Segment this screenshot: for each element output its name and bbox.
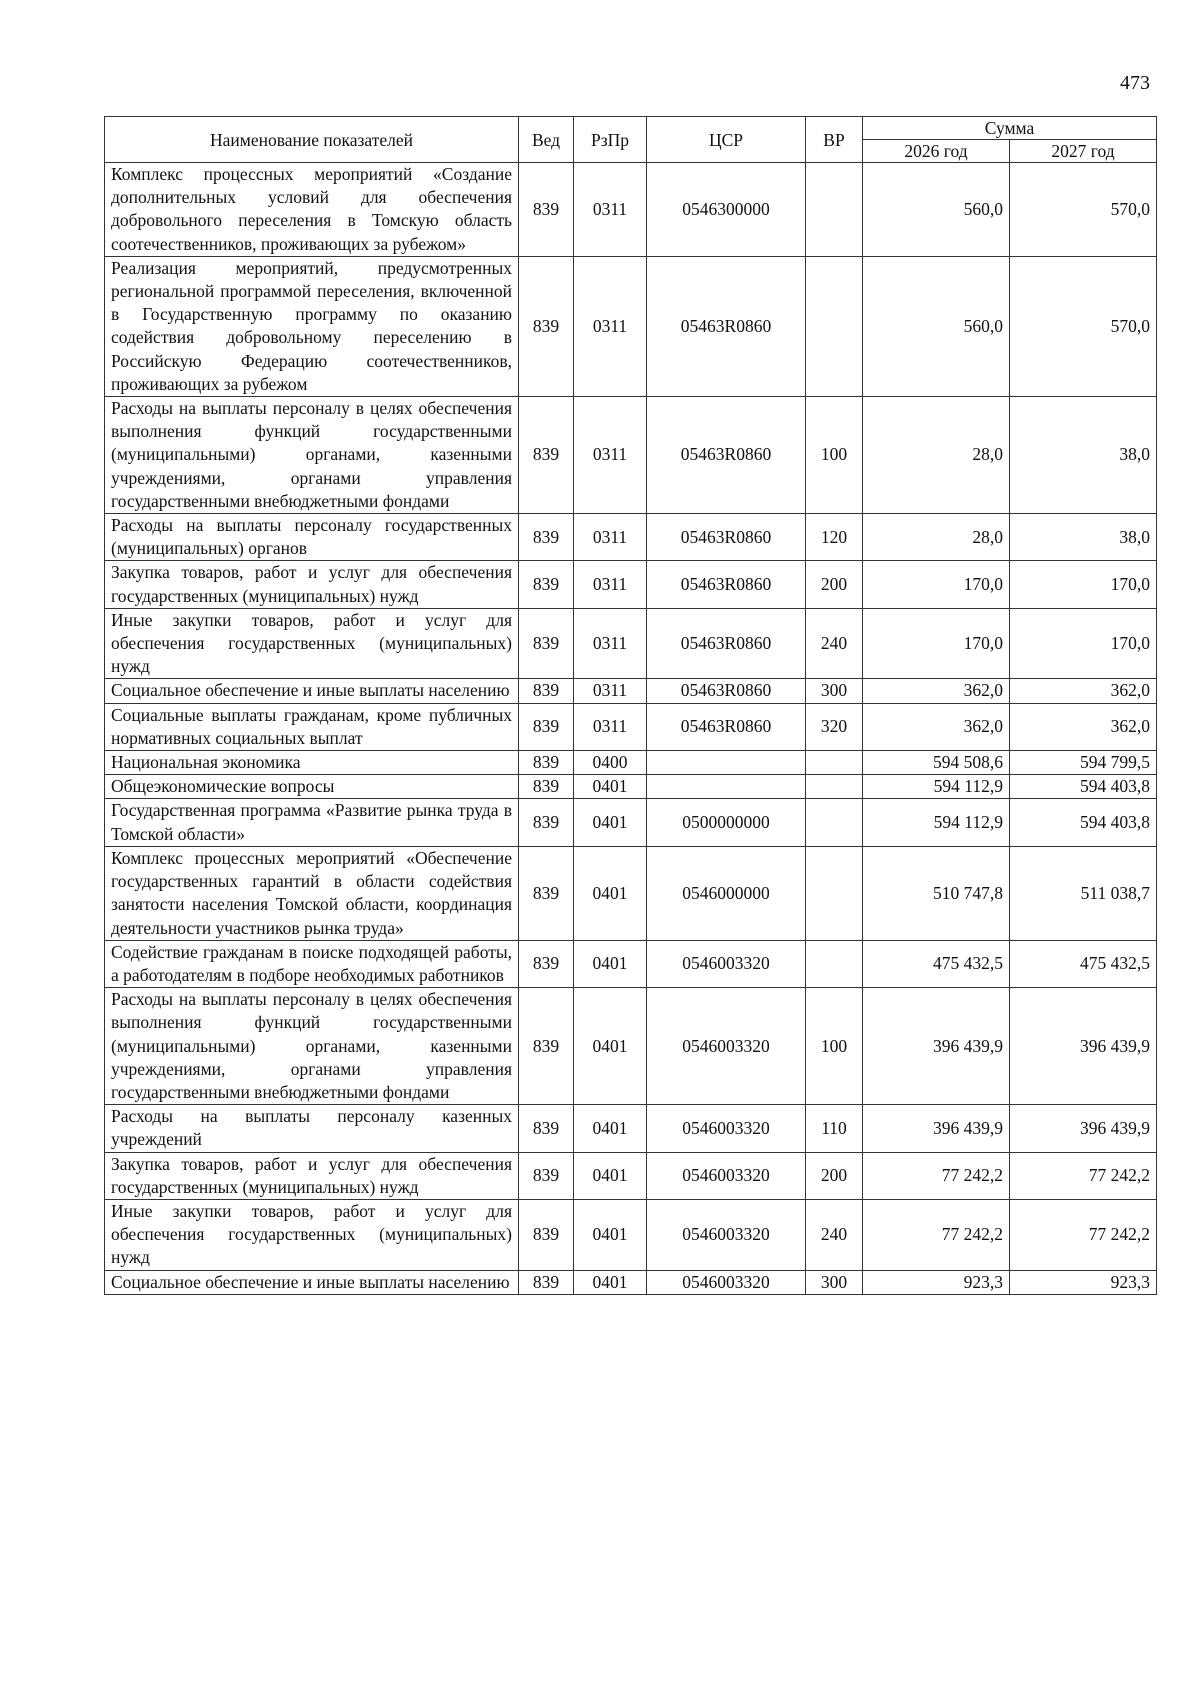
row-rzpr: 0311 (574, 679, 647, 703)
table-row (105, 561, 1157, 608)
row-amount-2026: 170,0 (863, 608, 1010, 679)
row-ved: 839 (519, 514, 574, 561)
table-row (105, 703, 1157, 750)
row-amount-2026: 362,0 (863, 679, 1010, 703)
row-vr (806, 775, 863, 799)
row-amount-2027: 511 038,7 (1010, 846, 1157, 940)
row-vr: 200 (806, 561, 863, 608)
row-ved: 839 (519, 561, 574, 608)
row-rzpr: 0401 (574, 799, 647, 846)
row-name: Общеэкономические вопросы (105, 775, 519, 799)
row-rzpr: 0311 (574, 608, 647, 679)
row-csr: 05463R0860 (647, 256, 806, 396)
row-ved: 839 (519, 1105, 574, 1152)
row-vr (806, 799, 863, 846)
table-row (105, 799, 1157, 846)
row-name: Социальные выплаты гражданам, кроме публичных нормативных социальных выплат (105, 703, 519, 750)
row-ved: 839 (519, 1270, 574, 1294)
row-amount-2027: 362,0 (1010, 703, 1157, 750)
row-name: Комплекс процессных мероприятий «Обеспечение государственных гарантий в области содействия занятости населения Томской области, координация деятельности участников рынка труда» (105, 846, 519, 940)
row-vr: 200 (806, 1152, 863, 1199)
row-rzpr: 0401 (574, 1105, 647, 1152)
row-rzpr: 0311 (574, 514, 647, 561)
row-vr: 100 (806, 988, 863, 1105)
row-vr (806, 163, 863, 257)
row-name: Расходы на выплаты персоналу казенных учреждений (105, 1105, 519, 1152)
table-row (105, 846, 1157, 940)
row-csr: 0500000000 (647, 799, 806, 846)
row-ved: 839 (519, 751, 574, 775)
row-csr: 0546003320 (647, 988, 806, 1105)
row-csr: 05463R0860 (647, 397, 806, 514)
row-amount-2026: 510 747,8 (863, 846, 1010, 940)
table-row (105, 988, 1157, 1105)
row-amount-2027: 170,0 (1010, 608, 1157, 679)
row-name: Содействие гражданам в поиске подходящей работы, а работодателям в подборе необходимых работников (105, 940, 519, 987)
row-rzpr: 0401 (574, 1199, 647, 1270)
row-amount-2026: 170,0 (863, 561, 1010, 608)
row-vr (806, 846, 863, 940)
row-ved: 839 (519, 163, 574, 257)
row-amount-2026: 475 432,5 (863, 940, 1010, 987)
table-row (105, 679, 1157, 703)
row-csr: 0546003320 (647, 1105, 806, 1152)
row-amount-2027: 570,0 (1010, 163, 1157, 257)
row-ved: 839 (519, 1152, 574, 1199)
row-name: Социальное обеспечение и иные выплаты населению (105, 1270, 519, 1294)
row-csr: 05463R0860 (647, 608, 806, 679)
header-name: Наименование показателей (105, 117, 519, 163)
row-amount-2026: 28,0 (863, 397, 1010, 514)
row-vr (806, 256, 863, 396)
row-csr: 05463R0860 (647, 679, 806, 703)
row-amount-2026: 28,0 (863, 514, 1010, 561)
header-sum: Сумма (863, 117, 1157, 140)
table-row (105, 514, 1157, 561)
header-rzpr: РзПр (574, 117, 647, 163)
row-vr: 120 (806, 514, 863, 561)
row-amount-2026: 396 439,9 (863, 988, 1010, 1105)
row-amount-2027: 170,0 (1010, 561, 1157, 608)
table-row (105, 1152, 1157, 1199)
row-vr: 110 (806, 1105, 863, 1152)
row-rzpr: 0311 (574, 256, 647, 396)
row-amount-2027: 38,0 (1010, 397, 1157, 514)
header-2026: 2026 год (863, 140, 1010, 163)
row-csr: 0546000000 (647, 846, 806, 940)
row-name: Иные закупки товаров, работ и услуг для обеспечения государственных (муниципальных) нужд (105, 1199, 519, 1270)
row-name: Национальная экономика (105, 751, 519, 775)
row-rzpr: 0311 (574, 561, 647, 608)
row-amount-2027: 362,0 (1010, 679, 1157, 703)
row-amount-2026: 594 508,6 (863, 751, 1010, 775)
row-ved: 839 (519, 679, 574, 703)
header-2027: 2027 год (1010, 140, 1157, 163)
row-rzpr: 0400 (574, 751, 647, 775)
row-csr: 0546003320 (647, 1270, 806, 1294)
table-row (105, 1105, 1157, 1152)
row-amount-2027: 570,0 (1010, 256, 1157, 396)
row-rzpr: 0401 (574, 846, 647, 940)
row-rzpr: 0311 (574, 397, 647, 514)
row-amount-2027: 396 439,9 (1010, 988, 1157, 1105)
row-amount-2026: 923,3 (863, 1270, 1010, 1294)
row-amount-2027: 396 439,9 (1010, 1105, 1157, 1152)
row-name: Расходы на выплаты персоналу в целях обеспечения выполнения функций государственными (муниципальными) органами, казенными учреждениями, органами управления государственными внебюджетными фондами (105, 988, 519, 1105)
row-amount-2026: 594 112,9 (863, 799, 1010, 846)
row-amount-2027: 594 403,8 (1010, 799, 1157, 846)
row-csr: 05463R0860 (647, 561, 806, 608)
row-name: Социальное обеспечение и иные выплаты населению (105, 679, 519, 703)
row-vr: 240 (806, 608, 863, 679)
table-row (105, 256, 1157, 396)
row-amount-2026: 77 242,2 (863, 1152, 1010, 1199)
row-csr: 0546003320 (647, 940, 806, 987)
table-row (105, 775, 1157, 799)
page-number: 473 (1120, 72, 1150, 94)
row-csr: 0546300000 (647, 163, 806, 257)
row-csr: 0546003320 (647, 1199, 806, 1270)
row-amount-2027: 77 242,2 (1010, 1152, 1157, 1199)
row-amount-2026: 362,0 (863, 703, 1010, 750)
row-amount-2026: 560,0 (863, 256, 1010, 396)
row-name: Реализация мероприятий, предусмотренных региональной программой переселения, включенной в Государственную программу по оказанию содействия добровольному переселению в Российскую Федерацию соотечественников, проживающих за рубежом (105, 256, 519, 396)
row-ved: 839 (519, 608, 574, 679)
row-vr: 320 (806, 703, 863, 750)
row-amount-2027: 475 432,5 (1010, 940, 1157, 987)
header-vr: ВР (806, 117, 863, 163)
row-csr: 0546003320 (647, 1152, 806, 1199)
row-name: Расходы на выплаты персоналу государственных (муниципальных) органов (105, 514, 519, 561)
row-rzpr: 0311 (574, 163, 647, 257)
row-ved: 839 (519, 988, 574, 1105)
table-row (105, 397, 1157, 514)
row-ved: 839 (519, 703, 574, 750)
row-amount-2027: 594 799,5 (1010, 751, 1157, 775)
table-row (105, 163, 1157, 257)
row-rzpr: 0311 (574, 703, 647, 750)
row-amount-2026: 594 112,9 (863, 775, 1010, 799)
budget-table (104, 116, 1157, 1295)
row-csr: 05463R0860 (647, 703, 806, 750)
row-rzpr: 0401 (574, 1270, 647, 1294)
row-ved: 839 (519, 256, 574, 396)
table-body (105, 163, 1157, 1295)
row-ved: 839 (519, 940, 574, 987)
row-ved: 839 (519, 846, 574, 940)
row-vr: 100 (806, 397, 863, 514)
row-amount-2026: 560,0 (863, 163, 1010, 257)
row-name: Комплекс процессных мероприятий «Создание дополнительных условий для обеспечения добровольного переселения в Томскую область соотечественников, проживающих за рубежом» (105, 163, 519, 257)
table-row (105, 1199, 1157, 1270)
row-name: Государственная программа «Развитие рынка труда в Томской области» (105, 799, 519, 846)
row-vr: 300 (806, 679, 863, 703)
row-rzpr: 0401 (574, 1152, 647, 1199)
row-ved: 839 (519, 799, 574, 846)
row-amount-2027: 38,0 (1010, 514, 1157, 561)
table-row (105, 1270, 1157, 1294)
table-row (105, 751, 1157, 775)
table-row (105, 608, 1157, 679)
row-amount-2026: 396 439,9 (863, 1105, 1010, 1152)
row-amount-2027: 77 242,2 (1010, 1199, 1157, 1270)
header-ved: Вед (519, 117, 574, 163)
table-header (105, 117, 1157, 163)
row-ved: 839 (519, 397, 574, 514)
row-vr (806, 751, 863, 775)
row-vr: 240 (806, 1199, 863, 1270)
row-csr: 05463R0860 (647, 514, 806, 561)
row-vr: 300 (806, 1270, 863, 1294)
row-name: Закупка товаров, работ и услуг для обеспечения государственных (муниципальных) нужд (105, 561, 519, 608)
row-ved: 839 (519, 1199, 574, 1270)
row-amount-2026: 77 242,2 (863, 1199, 1010, 1270)
row-csr (647, 775, 806, 799)
row-rzpr: 0401 (574, 988, 647, 1105)
row-ved: 839 (519, 775, 574, 799)
table-row (105, 940, 1157, 987)
row-vr (806, 940, 863, 987)
row-rzpr: 0401 (574, 775, 647, 799)
row-name: Расходы на выплаты персоналу в целях обеспечения выполнения функций государственными (муниципальными) органами, казенными учреждениями, органами управления государственными внебюджетными фондами (105, 397, 519, 514)
row-name: Иные закупки товаров, работ и услуг для обеспечения государственных (муниципальных) нужд (105, 608, 519, 679)
row-amount-2027: 594 403,8 (1010, 775, 1157, 799)
row-rzpr: 0401 (574, 940, 647, 987)
row-name: Закупка товаров, работ и услуг для обеспечения государственных (муниципальных) нужд (105, 1152, 519, 1199)
header-csr: ЦСР (647, 117, 806, 163)
row-csr (647, 751, 806, 775)
row-amount-2027: 923,3 (1010, 1270, 1157, 1294)
